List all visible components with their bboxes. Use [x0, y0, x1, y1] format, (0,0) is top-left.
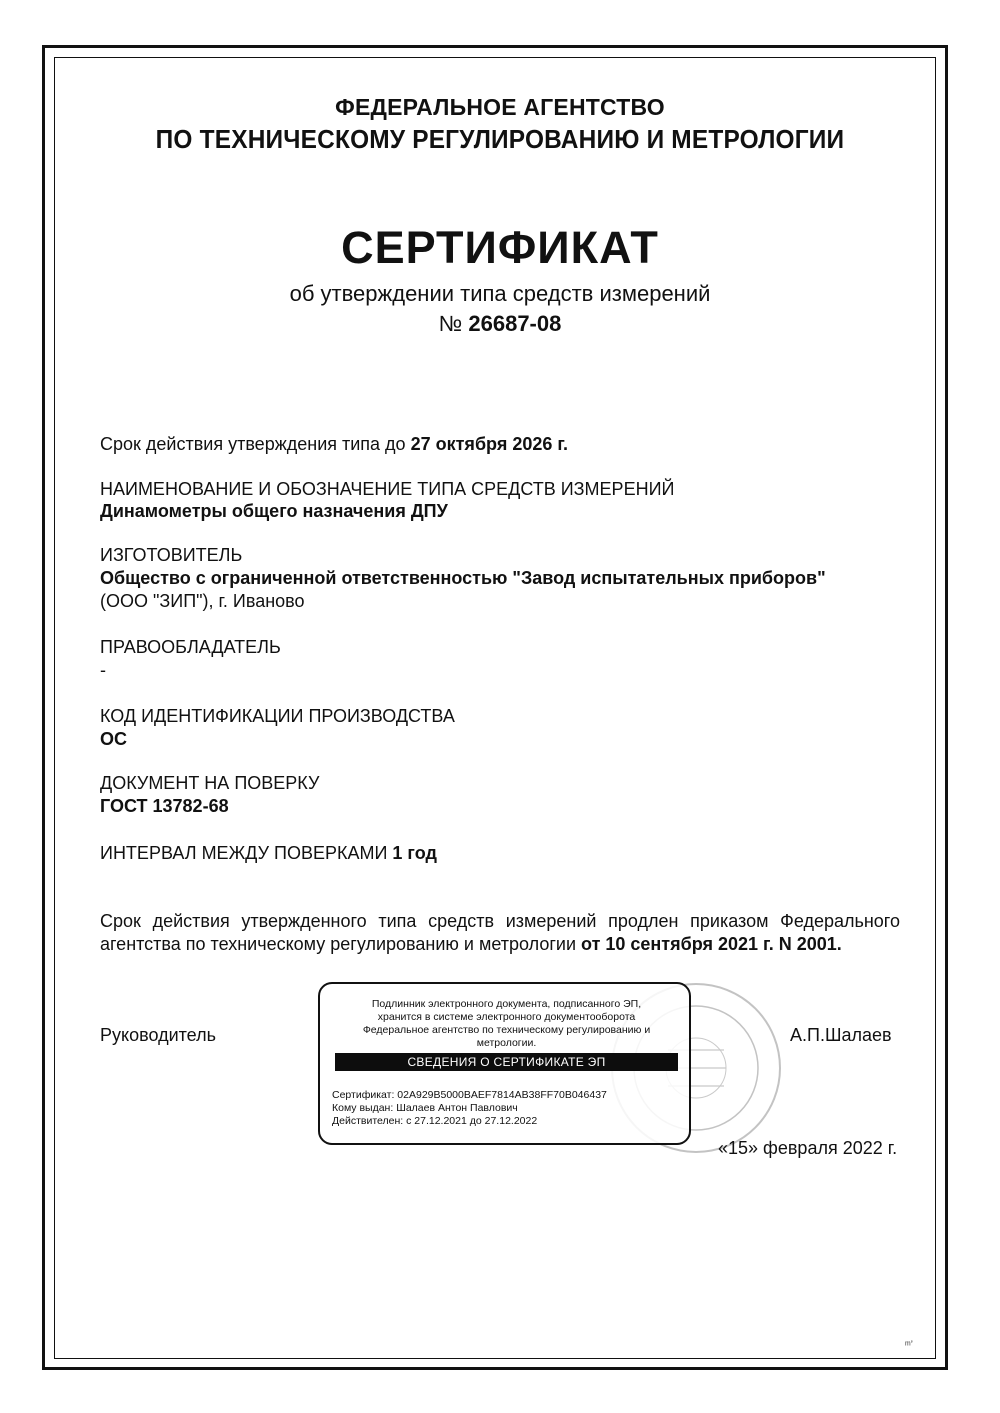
- certificate-subtitle: об утверждении типа средств измерений: [289, 281, 711, 306]
- extension-paragraph: [100, 910, 900, 956]
- cert-label: Сертификат:: [332, 1089, 395, 1101]
- validity-date: 27 октября 2026 г.: [410, 434, 569, 454]
- verification-interval-value: 1 год: [392, 843, 437, 863]
- extension-text: Срок действия утвержденного типа средств измерений продлен приказом Федерального агентства по техническому регулированию и метрологии: [100, 911, 900, 954]
- manufacturer-value-line2: (ООО "ЗИП"), г. Иваново: [100, 591, 305, 611]
- agency-name-line2: ПО ТЕХНИЧЕСКОМУ РЕГУЛИРОВАНИЮ И МЕТРОЛОГИИ: [155, 124, 845, 154]
- verification-doc-value: ГОСТ 13782-68: [100, 796, 229, 816]
- e-signature-banner: СВЕДЕНИЯ О СЕРТИФИКАТЕ ЭП: [335, 1053, 678, 1071]
- valid-label: Действителен:: [332, 1115, 404, 1127]
- e-signature-cert: [332, 1089, 607, 1102]
- head-label: Руководитель: [100, 1025, 216, 1045]
- signer-name: А.П.Шалаев: [790, 1025, 892, 1045]
- instrument-value: Динамометры общего назначения ДПУ: [100, 501, 448, 521]
- number-prefix: №: [438, 311, 463, 336]
- issue-date: «15» февраля 2022 г.: [718, 1138, 898, 1158]
- e-signature-valid: [332, 1115, 537, 1128]
- extension-order: от 10 сентября 2021 г. N 2001.: [581, 934, 842, 954]
- number-value: 26687-08: [468, 311, 562, 336]
- verification-interval-label: ИНТЕРВАЛ МЕЖДУ ПОВЕРКАМИ: [100, 843, 388, 863]
- e-signature-box: [318, 982, 691, 1145]
- e-signature-line1: Подлинник электронного документа, подписанного ЭП,: [371, 998, 642, 1010]
- instrument-label: НАИМЕНОВАНИЕ И ОБОЗНАЧЕНИЕ ТИПА СРЕДСТВ ИЗМЕРЕНИЙ: [100, 479, 675, 499]
- verification-doc-label: ДОКУМЕНТ НА ПОВЕРКУ: [100, 773, 320, 793]
- e-signature-line3: Федеральное агентство по техническому регулированию и: [362, 1024, 651, 1036]
- manufacturer-value-line1: Общество с ограниченной ответственностью "Завод испытательных приборов": [100, 568, 826, 588]
- manufacturer-label: ИЗГОТОВИТЕЛЬ: [100, 545, 243, 565]
- verification-interval-line: [100, 842, 437, 864]
- e-signature-issued: [332, 1102, 518, 1115]
- corner-mark: ᵐʼ: [905, 1340, 913, 1351]
- e-signature-line2: хранится в системе электронного документооборота: [377, 1011, 636, 1023]
- rights-holder-value: -: [100, 660, 106, 680]
- certificate-title: СЕРТИФИКАТ: [341, 222, 659, 273]
- validity-label: Срок действия утверждения типа до: [100, 434, 406, 454]
- e-signature-line4: метрологии.: [476, 1037, 537, 1049]
- agency-name-line1: ФЕДЕРАЛЬНОЕ АГЕНТСТВО: [335, 94, 665, 120]
- production-code-value: ОС: [100, 729, 127, 749]
- rights-holder-label: ПРАВООБЛАДАТЕЛЬ: [100, 637, 281, 657]
- production-code-label: КОД ИДЕНТИФИКАЦИИ ПРОИЗВОДСТВА: [100, 706, 455, 726]
- cert-value: 02A929B5000BAEF7814AB38FF70B046437: [397, 1089, 607, 1101]
- certificate-number: [0, 311, 1000, 337]
- issued-label: Кому выдан:: [332, 1102, 394, 1114]
- validity-line: [100, 433, 568, 455]
- valid-value: с 27.12.2021 до 27.12.2022: [406, 1115, 538, 1127]
- issued-value: Шалаев Антон Павлович: [396, 1102, 518, 1114]
